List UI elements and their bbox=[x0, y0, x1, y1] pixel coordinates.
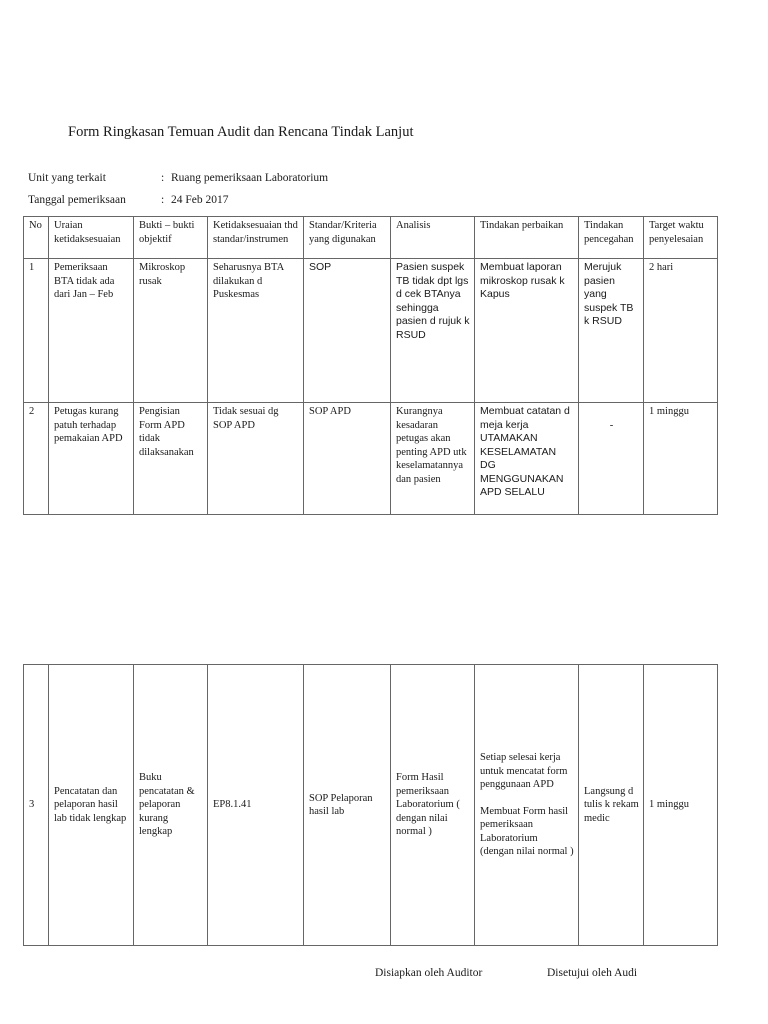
row3-perbaikan: Membuat Form hasil pemeriksaan Laboratorium (dengan nilai normal ) bbox=[480, 805, 574, 858]
row3-perbaikan-cell bbox=[475, 665, 579, 946]
row2-bukti: Pengisian Form APD tidak dilaksanakan bbox=[134, 403, 208, 515]
header-analisis: Analisis bbox=[391, 217, 475, 259]
audit-findings-table-continued bbox=[23, 664, 718, 946]
row3-ketidaksesuaian: EP8.1.41 bbox=[208, 665, 304, 946]
row1-no: 1 bbox=[24, 259, 49, 403]
row3-analisis: Form Hasil pemeriksaan Laboratorium ( dengan nilai normal ) bbox=[391, 665, 475, 946]
row1-target: 2 hari bbox=[644, 259, 718, 403]
date-line bbox=[28, 194, 229, 206]
row3-target: 1 minggu bbox=[644, 665, 718, 946]
header-perbaikan: Tindakan perbaikan bbox=[475, 217, 579, 259]
row3-perbaikan-note: Setiap selesai kerja untuk mencatat form penggunaan APD bbox=[480, 752, 568, 791]
unit-value: Ruang pemeriksaan Laboratorium bbox=[171, 172, 329, 184]
row2-standar: SOP APD bbox=[304, 403, 391, 515]
unit-label: Unit yang terkait bbox=[28, 172, 106, 184]
row1-ketidaksesuaian: Seharusnya BTA dilakukan d Puskesmas bbox=[208, 259, 304, 403]
row2-uraian: Petugas kurang patuh terhadap pemakaian APD bbox=[49, 403, 134, 515]
row2-target: 1 minggu bbox=[644, 403, 718, 515]
row1-pencegahan: Merujuk pasien yang suspek TB k RSUD bbox=[579, 259, 644, 403]
header-row bbox=[24, 217, 718, 259]
date-label: Tanggal pemeriksaan bbox=[28, 194, 126, 206]
header-pencegahan: Tindakan pencegahan bbox=[579, 217, 644, 259]
row2-perbaikan: Membuat catatan d meja kerja UTAMAKAN KESELAMATAN DG MENGGUNAKAN APD SELALU bbox=[475, 403, 579, 515]
row1-uraian: Pemeriksaan BTA tidak ada dari Jan – Feb bbox=[49, 259, 134, 403]
row3-bukti: Buku pencatatan & pelaporan kurang lengkap bbox=[134, 665, 208, 946]
row1-perbaikan: Membuat laporan mikroskop rusak k Kapus bbox=[475, 259, 579, 403]
audit-findings-table bbox=[23, 216, 718, 515]
row3-uraian: Pencatatan dan pelaporan hasil lab tidak lengkap bbox=[49, 665, 134, 946]
header-no: No bbox=[24, 217, 49, 259]
form-title: Form Ringkasan Temuan Audit dan Rencana Tindak Lanjut bbox=[68, 124, 414, 140]
header-bukti: Bukti – bukti objektif bbox=[134, 217, 208, 259]
date-separator: : bbox=[161, 194, 165, 206]
date-value: 24 Feb 2017 bbox=[171, 194, 229, 206]
unit-separator: : bbox=[161, 172, 165, 184]
approved-by-label: Disetujui oleh Audi bbox=[547, 967, 638, 979]
table-row bbox=[24, 259, 718, 403]
header-ketidaksesuaian: Ketidaksesuaian thd standar/instrumen bbox=[208, 217, 304, 259]
row1-standar: SOP bbox=[304, 259, 391, 403]
table-row bbox=[24, 403, 718, 515]
table-row bbox=[24, 665, 718, 946]
row3-no: 3 bbox=[24, 665, 49, 946]
row3-standar: SOP Pelaporan hasil lab bbox=[304, 665, 391, 946]
row1-analisis: Pasien suspek TB tidak dpt lgs d cek BTAnya sehingga pasien d rujuk k RSUD bbox=[391, 259, 475, 403]
header-target: Target waktu penyelesaian bbox=[644, 217, 718, 259]
header-standar: Standar/Kriteria yang digunakan bbox=[304, 217, 391, 259]
row2-no: 2 bbox=[24, 403, 49, 515]
row2-analisis: Kurangnya kesadaran petugas akan penting APD utk keselamatannya dan pasien bbox=[391, 403, 475, 515]
row1-bukti: Mikroskop rusak bbox=[134, 259, 208, 403]
header-uraian: Uraian ketidaksesuaian bbox=[49, 217, 134, 259]
row2-ketidaksesuaian: Tidak sesuai dg SOP APD bbox=[208, 403, 304, 515]
row2-pencegahan: - bbox=[579, 403, 644, 515]
prepared-by-label: Disiapkan oleh Auditor bbox=[375, 967, 483, 979]
row3-pencegahan: Langsung d tulis k rekam medic bbox=[579, 665, 644, 946]
unit-line bbox=[28, 172, 328, 184]
